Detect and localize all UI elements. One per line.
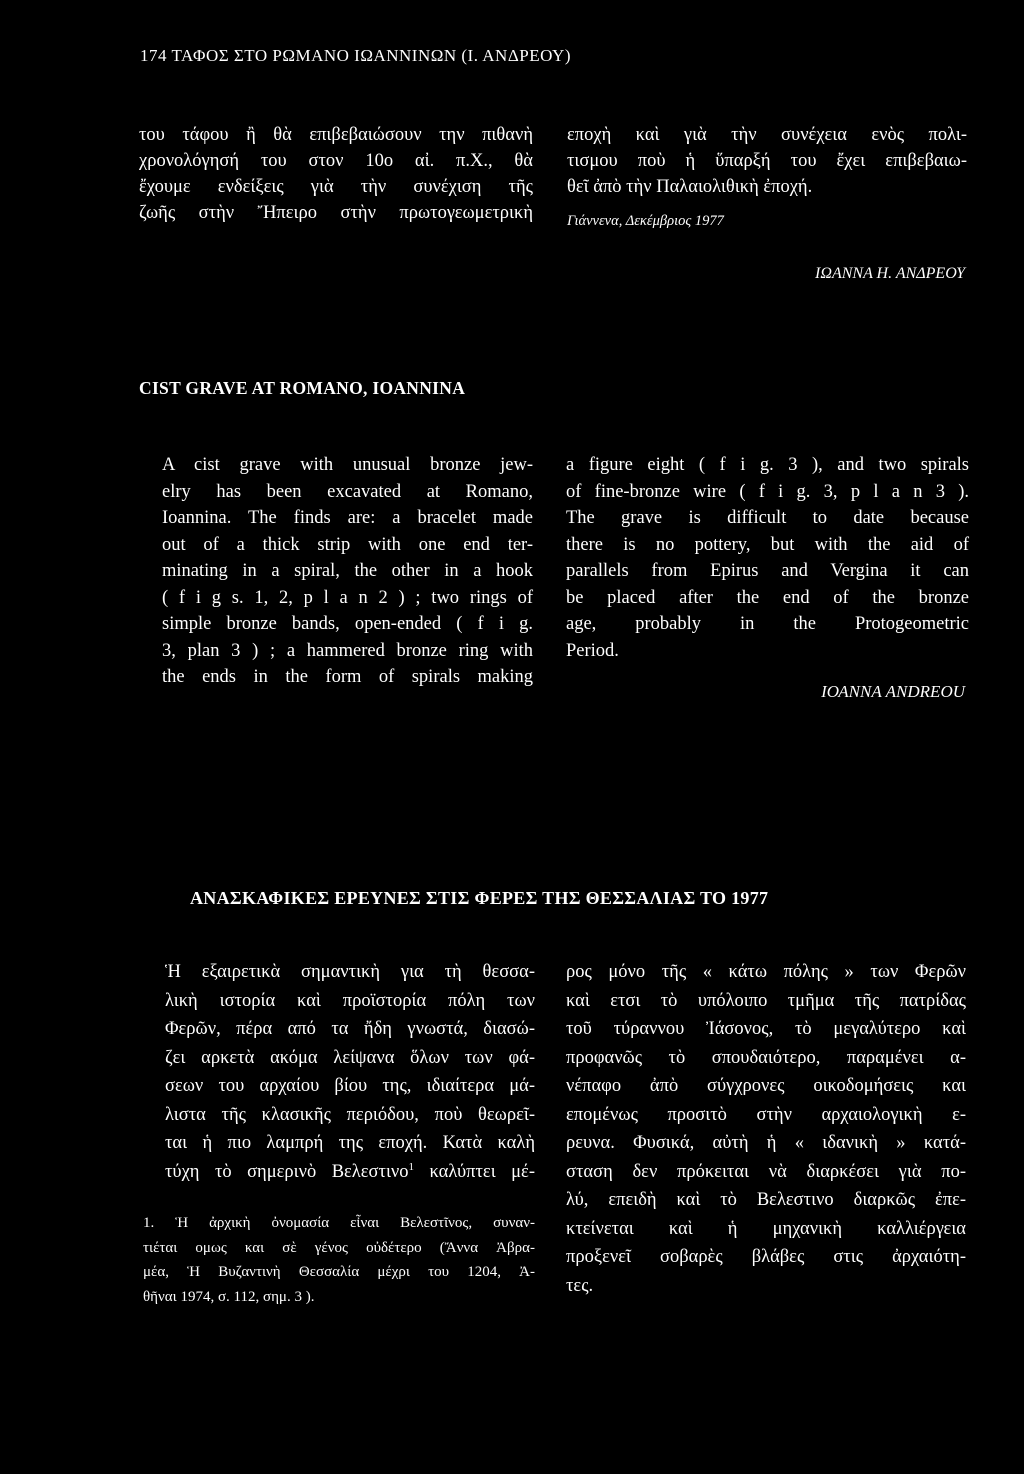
text-line: elry has been excavated at Romano, — [162, 481, 533, 502]
text-line: ( f i g s. 1, 2, p l a n 2 ) ; two rings of — [162, 587, 533, 608]
text-line: A cist grave with unusual bronze jew- — [162, 455, 533, 475]
text-line: Ioannina. The finds are: a bracelet made — [162, 508, 533, 528]
text-line: The grave is difficult to date because — [566, 508, 969, 528]
footnote — [143, 1211, 535, 1309]
greek-summary-left-column — [139, 122, 533, 226]
english-summary-right-column — [566, 452, 969, 664]
text-line: νέπαφο ἀπὸ σύγχρονες οικοδομήσεις και — [566, 1076, 966, 1096]
text-line: θεῖ ἀπὸ τὴν Παλαιολιθικὴ ἐποχή. — [567, 177, 813, 197]
text-line: of fine-bronze wire ( f i g. 3, p l a n 3 ). — [566, 481, 969, 502]
footnote-line: μέα, Ἡ Βυζαντινὴ Θεσσαλία μέχρι του 1204, Ἀ- — [143, 1264, 535, 1280]
text-line: the ends in the form of spirals making — [162, 667, 533, 687]
text-line: σταση δεν πρόκειται νὰ διαρκέσει γιὰ πο- — [566, 1161, 966, 1182]
text-line: 3, plan 3 ) ; a hammered bronze ring with — [162, 640, 533, 661]
footnote-line: θῆναι 1974, σ. 112, σημ. 3 ). — [143, 1288, 315, 1305]
text-line — [165, 1158, 535, 1187]
text-line: ρευνα. Φυσικά, αὐτὴ ἡ « ιδανικὴ » κατά- — [566, 1133, 966, 1153]
author-signature-greek: ΙΩΑΝΝΑ Η. ΑΝΔΡΕΟΥ — [815, 265, 965, 282]
pheres-right-column — [566, 958, 966, 1300]
footnote-line: τιέται ομως και σὲ γένος οὐδέτερο (Ἄννα Ἀβρα- — [143, 1239, 535, 1256]
text-line: Period. — [566, 640, 619, 661]
text-line: ται ἡ πιο λαμπρή της εποχή. Κατὰ καλὴ — [165, 1133, 535, 1153]
text-line: Ἡ εξαιρετικὰ σημαντικὴ για τὴ θεσσα- — [165, 962, 535, 982]
text-line: χρονολόγησή του στον 10ο αἰ. π.Χ., θὰ — [139, 151, 533, 171]
author-signature-english: ΙΟΑΝΝΑ ANDREOU — [821, 682, 965, 701]
text-line: κτείνεται καὶ ἡ μηχανικὴ καλλιέργεια — [566, 1218, 966, 1239]
text-line: σεων του αρχαίου βίου της, ιδιαίτερα μά- — [165, 1076, 535, 1096]
pheres-section-heading: ΑΝΑΣΚΑΦΙΚΕΣ ΕΡΕΥΝΕΣ ΣΤΙΣ ΦΕΡΕΣ ΤΗΣ ΘΕΣΣΑΛΙΑΣ ΤΟ 1977 — [190, 888, 769, 908]
place-date: Γιάννενα, Δεκέμβριος 1977 — [567, 213, 724, 229]
text-line: τες. — [566, 1275, 594, 1296]
footnote-marker[interactable]: 1 — [408, 1160, 415, 1173]
greek-summary-right-column — [567, 122, 967, 234]
pheres-left-column — [165, 958, 535, 1186]
text-line: επομένως προσιτὸ στὴν αρχαιολογικὴ ε- — [566, 1104, 966, 1125]
text-line: age, probably in the Protogeometric — [566, 614, 969, 634]
english-summary-left-column — [162, 452, 533, 691]
text-line: λιστα τῆς κλασικῆς περιόδου, ποὺ θεωρεῖ- — [165, 1104, 535, 1125]
text-line: minating in a spiral, the other in a hook — [162, 561, 533, 581]
text-line: εποχὴ καὶ γιὰ τὴν συνέχεια ενὸς πολι- — [567, 125, 967, 145]
text-line: there is no pottery, but with the aid of — [566, 534, 969, 555]
text-line: be placed after the end of the bronze — [566, 587, 969, 608]
text-fragment: καλύπτει μέ- — [414, 1161, 535, 1182]
text-line: τοῦ τύραννου Ἰάσονος, τὸ μεγαλύτερο καὶ — [566, 1019, 966, 1039]
text-line: ἔχουμε ενδείξεις γιὰ τὴν συνέχιση τῆς — [139, 177, 533, 197]
text-line: parallels from Epirus and Vergina it can — [566, 561, 969, 581]
text-line: καὶ ετσι τὸ υπόλοιπο τμῆμα τῆς πατρίδας — [566, 990, 966, 1011]
text-line: simple bronze bands, open-ended ( f i g. — [162, 614, 533, 634]
text-line: a figure eight ( f i g. 3 ), and two spirals — [566, 455, 969, 475]
footnote-line: 1. Ἡ ἀρχικὴ ὀνομασία εἶναι Βελεστῖνος, συναν- — [143, 1215, 535, 1231]
english-summary-heading: CIST GRAVE AT ROMANO, IOANNINA — [139, 378, 466, 398]
text-line: προξενεῖ σοβαρὲς βλάβες στις ἀρχαιότη- — [566, 1247, 966, 1267]
running-header: 174 ΤΑΦΟΣ ΣΤΟ ΡΩΜΑΝΟ ΙΩΑΝΝΙΝΩΝ (Ι. ΑΝΔΡΕΟΥ) — [140, 46, 571, 65]
text-line: ζει αρκετὰ ακόμα λείψανα ὅλων των φά- — [165, 1047, 535, 1068]
text-line: προφανῶς τὸ σπουδαιότερο, παραμένει α- — [566, 1047, 966, 1068]
text-line: λύ, επειδὴ καὶ τὸ Βελεστινο διαρκῶς ἐπε- — [566, 1190, 966, 1210]
text-line: Φερῶν, πέρα από τα ἤδη γνωστά, διασώ- — [165, 1019, 535, 1039]
text-line: τισμου ποὺ ἡ ὕπαρξή του ἔχει επιβεβαιω- — [567, 151, 967, 171]
text-line: ζωῆς στὴν Ἤπειρο στὴν πρωτογεωμετρικὴ — [139, 203, 533, 223]
text-line: out of a thick strip with one end ter- — [162, 534, 533, 555]
text-line: ρος μόνο τῆς « κάτω πόλης » των Φερῶν — [566, 962, 966, 982]
text-fragment: τύχη τὸ σημερινὸ Βελεστινο — [165, 1161, 409, 1182]
text-line: λικὴ ιστορία καὶ προϊστορία πόλη των — [165, 990, 535, 1011]
text-line: του τάφου ἢ θὰ επιβεβαιώσουν την πιθανὴ — [139, 125, 533, 145]
